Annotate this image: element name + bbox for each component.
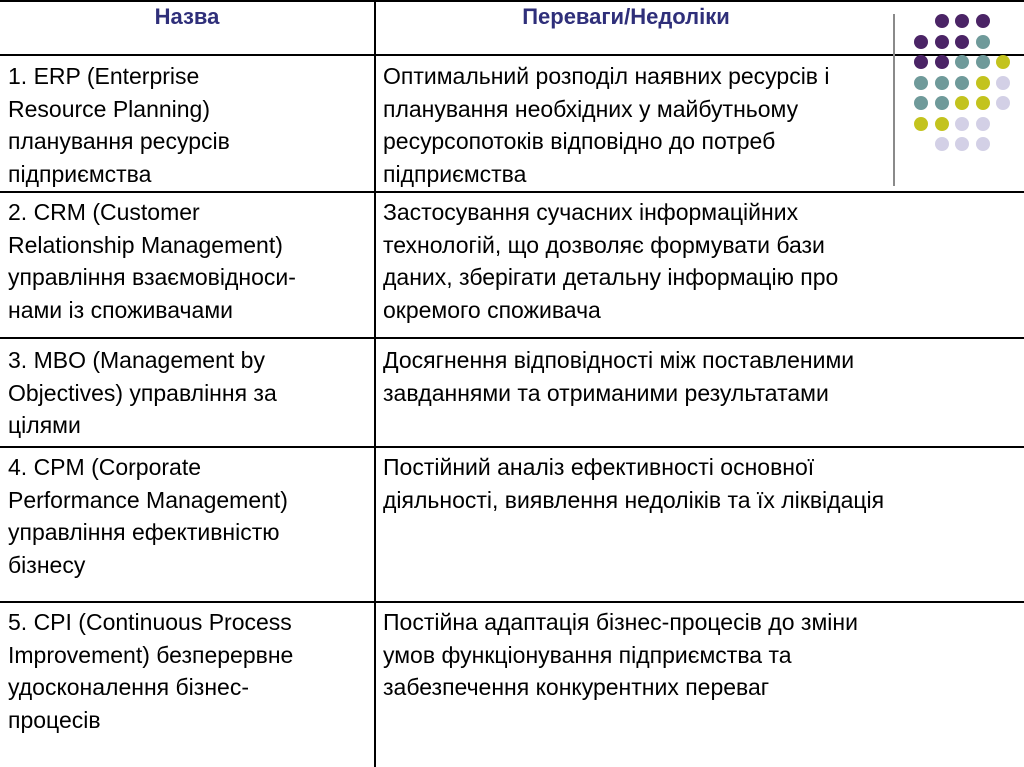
- table-row-3-name: [8, 344, 277, 442]
- cell-line: 3. MBO (Management by: [8, 347, 265, 373]
- cell-line: управління ефективністю: [8, 519, 280, 545]
- decorative-dot: [935, 35, 949, 49]
- table-row-4-name: [8, 451, 288, 581]
- cell-line: планування ресурсів: [8, 128, 230, 154]
- table-row-1-desc: [383, 60, 830, 190]
- table-row-2-desc: [383, 196, 838, 326]
- decorative-dot: [935, 14, 949, 28]
- decorative-dot: [976, 76, 990, 90]
- decorative-dot: [976, 35, 990, 49]
- cell-line: Relationship Management): [8, 231, 283, 258]
- cell-line: Improvement) безперервне: [8, 641, 294, 668]
- decorative-dot: [955, 35, 969, 49]
- decorative-dot: [935, 55, 949, 69]
- cell-line: Objectives) управління за: [8, 379, 277, 406]
- cell-line: технологій, що дозволяє формувати бази: [383, 231, 825, 258]
- decorative-dot: [914, 76, 928, 90]
- cell-line: Resource Planning): [8, 95, 211, 122]
- table-row-2-name: [8, 196, 296, 326]
- decorative-dot: [996, 55, 1010, 69]
- decorative-dot: [955, 117, 969, 131]
- cell-line: 5. CPI (Continuous Process: [8, 609, 292, 635]
- cell-line: 1. ERP (Enterprise: [8, 63, 200, 89]
- decorative-dot: [935, 137, 949, 151]
- cell-line: цілями: [8, 412, 81, 438]
- decorative-dot: [976, 96, 990, 110]
- cell-line: 4. CPM (Corporate: [8, 454, 202, 480]
- cell-line: Оптимальний розподіл наявних ресурсів і: [383, 63, 830, 89]
- decorative-dot: [955, 76, 969, 90]
- cell-line: умов функціонування підприємства та: [383, 641, 792, 668]
- cell-line: управління взаємовідноси-: [8, 264, 296, 290]
- decorative-dot: [914, 55, 928, 69]
- cell-line: 2. CRM (Customer: [8, 199, 200, 225]
- decorative-dot: [955, 14, 969, 28]
- decorative-dot: [935, 117, 949, 131]
- row-divider-2: [0, 337, 1024, 339]
- header-divider: [0, 54, 1024, 56]
- cell-line: даних, зберігати детальну інформацію про: [383, 264, 839, 290]
- table-row-5-desc: [383, 606, 858, 704]
- decorative-dot: [976, 137, 990, 151]
- table-row-5-name: [8, 606, 293, 736]
- cell-line: Досягнення відповідності між поставленими: [383, 347, 855, 373]
- cell-line: підприємства: [383, 160, 527, 187]
- cell-line: процесів: [8, 706, 101, 733]
- decorative-dot: [914, 35, 928, 49]
- decorative-dot: [914, 96, 928, 110]
- decorative-dot: [914, 117, 928, 131]
- decorative-vertical-line: [893, 14, 895, 186]
- decorative-dot: [955, 55, 969, 69]
- decorative-dot: [935, 76, 949, 90]
- table-row-3-desc: [383, 344, 854, 409]
- decorative-dot: [955, 137, 969, 151]
- header-name: Назва: [154, 4, 220, 29]
- table-row-4-desc: [383, 451, 884, 516]
- row-divider-1: [0, 191, 1024, 193]
- decorative-dot: [996, 76, 1010, 90]
- cell-line: окремого споживача: [383, 296, 601, 323]
- cell-line: Застосування сучасних інформаційних: [383, 199, 799, 225]
- cell-line: ресурсопотоків відповідно до потреб: [383, 128, 776, 154]
- row-divider-4: [0, 601, 1024, 603]
- cell-line: нами із споживачами: [8, 296, 233, 323]
- cell-line: Performance Management): [8, 486, 288, 513]
- decorative-dot: [976, 55, 990, 69]
- cell-line: підприємства: [8, 160, 152, 187]
- column-divider: [374, 0, 376, 767]
- row-divider-3: [0, 446, 1024, 448]
- cell-line: завданнями та отриманими результатами: [383, 379, 829, 406]
- cell-line: бізнесу: [8, 551, 86, 578]
- cell-line: забезпечення конкурентних переваг: [383, 674, 770, 700]
- table-row-1-name: [8, 60, 230, 190]
- decorative-dot: [955, 96, 969, 110]
- cell-line: Постійна адаптація бізнес-процесів до зміни: [383, 609, 858, 635]
- decorative-dot: [935, 96, 949, 110]
- decorative-dot: [976, 14, 990, 28]
- cell-line: Постійний аналіз ефективності основної: [383, 454, 815, 480]
- cell-line: удосконалення бізнес-: [8, 674, 249, 700]
- decorative-dot: [976, 117, 990, 131]
- cell-line: діяльності, виявлення недоліків та їх ліквідація: [383, 486, 885, 513]
- cell-line: планування необхідних у майбутньому: [383, 95, 799, 122]
- header-pros-cons: Переваги/Недоліки: [522, 4, 730, 29]
- decorative-dot: [996, 96, 1010, 110]
